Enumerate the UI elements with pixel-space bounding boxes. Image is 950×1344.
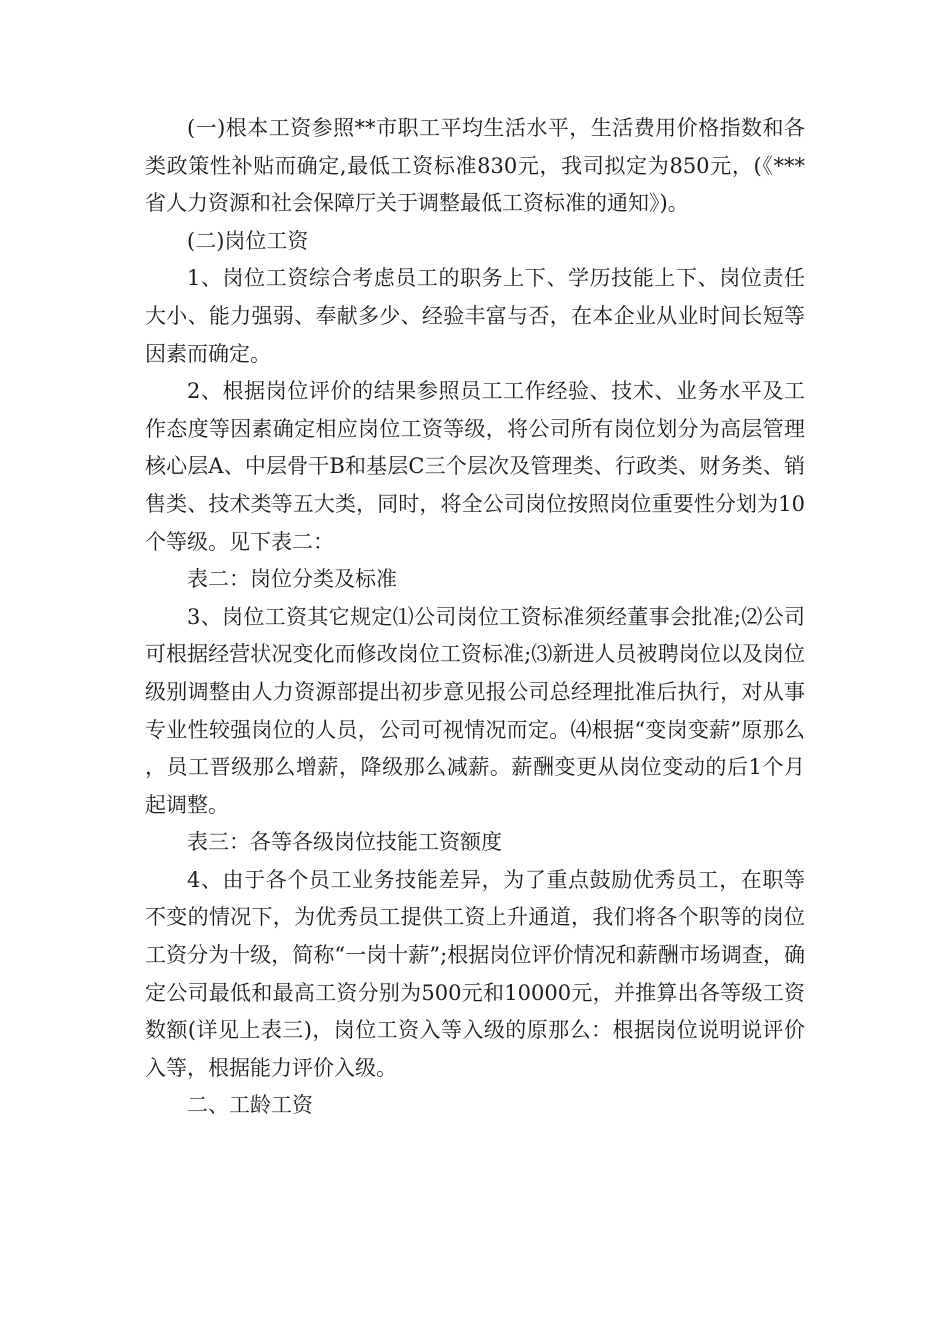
heading-position-wage: (二)岗位工资 (187, 228, 309, 253)
paragraph-position-wage-factors: 1、岗位工资综合考虑员工的职务上下、学历技能上下、岗位责任大小、能力强弱、奉献多少、经验丰富与否，在本企业从业时间长短等因素而确定。 (145, 266, 805, 366)
heading-seniority-wage: 二、工龄工资 (187, 1093, 313, 1118)
paragraph-basic-wage: (一)根本工资参照**市职工平均生活水平，生活费用价格指数和各类政策性补贴而确定,最低工资标准830元，我司拟定为850元，(《***省人力资源和社会保障厅关于调整最低工资标准的通知》)。 (145, 116, 805, 216)
document-body (145, 110, 805, 1125)
table-caption-three: 表三：各等各级岗位技能工资额度 (187, 830, 502, 855)
paragraph-position-wage-rules: 3、岗位工资其它规定⑴公司岗位工资标准须经董事会批准;⑵公司可根据经营状况变化而修改岗位工资标准;⑶新进人员被聘岗位以及岗位级别调整由人力资源部提出初步意见报公司总经理批准后执行，对从事专业性较强岗位的人员，公司可视情况而定。⑷根据“变岗变薪”原那么，员工晋级那么增薪，降级那么减薪。薪酬变更从岗位变动的后1个月起调整。 (145, 604, 805, 817)
table-caption-two: 表二：岗位分类及标准 (187, 567, 397, 592)
paragraph-position-grading: 2、根据岗位评价的结果参照员工工作经验、技术、业务水平及工作态度等因素确定相应岗位工资等级，将公司所有岗位划分为高层管理核心层A、中层骨干B和基层C三个层次及管理类、行政类、财务类、销售类、技术类等五大类，同时，将全公司岗位按照岗位重要性分划为10个等级。见下表二： (145, 379, 805, 554)
paragraph-skill-levels: 4、由于各个员工业务技能差异，为了重点鼓励优秀员工，在职等不变的情况下，为优秀员工提供工资上升通道，我们将各个职等的岗位工资分为十级，简称“一岗十薪”;根据岗位评价情况和薪酬市场调查，确定公司最低和最高工资分别为500元和10000元，并推算出各等级工资数额(详见上表三)，岗位工资入等入级的原那么：根据岗位说明说评价入等，根据能力评价入级。 (145, 867, 805, 1080)
